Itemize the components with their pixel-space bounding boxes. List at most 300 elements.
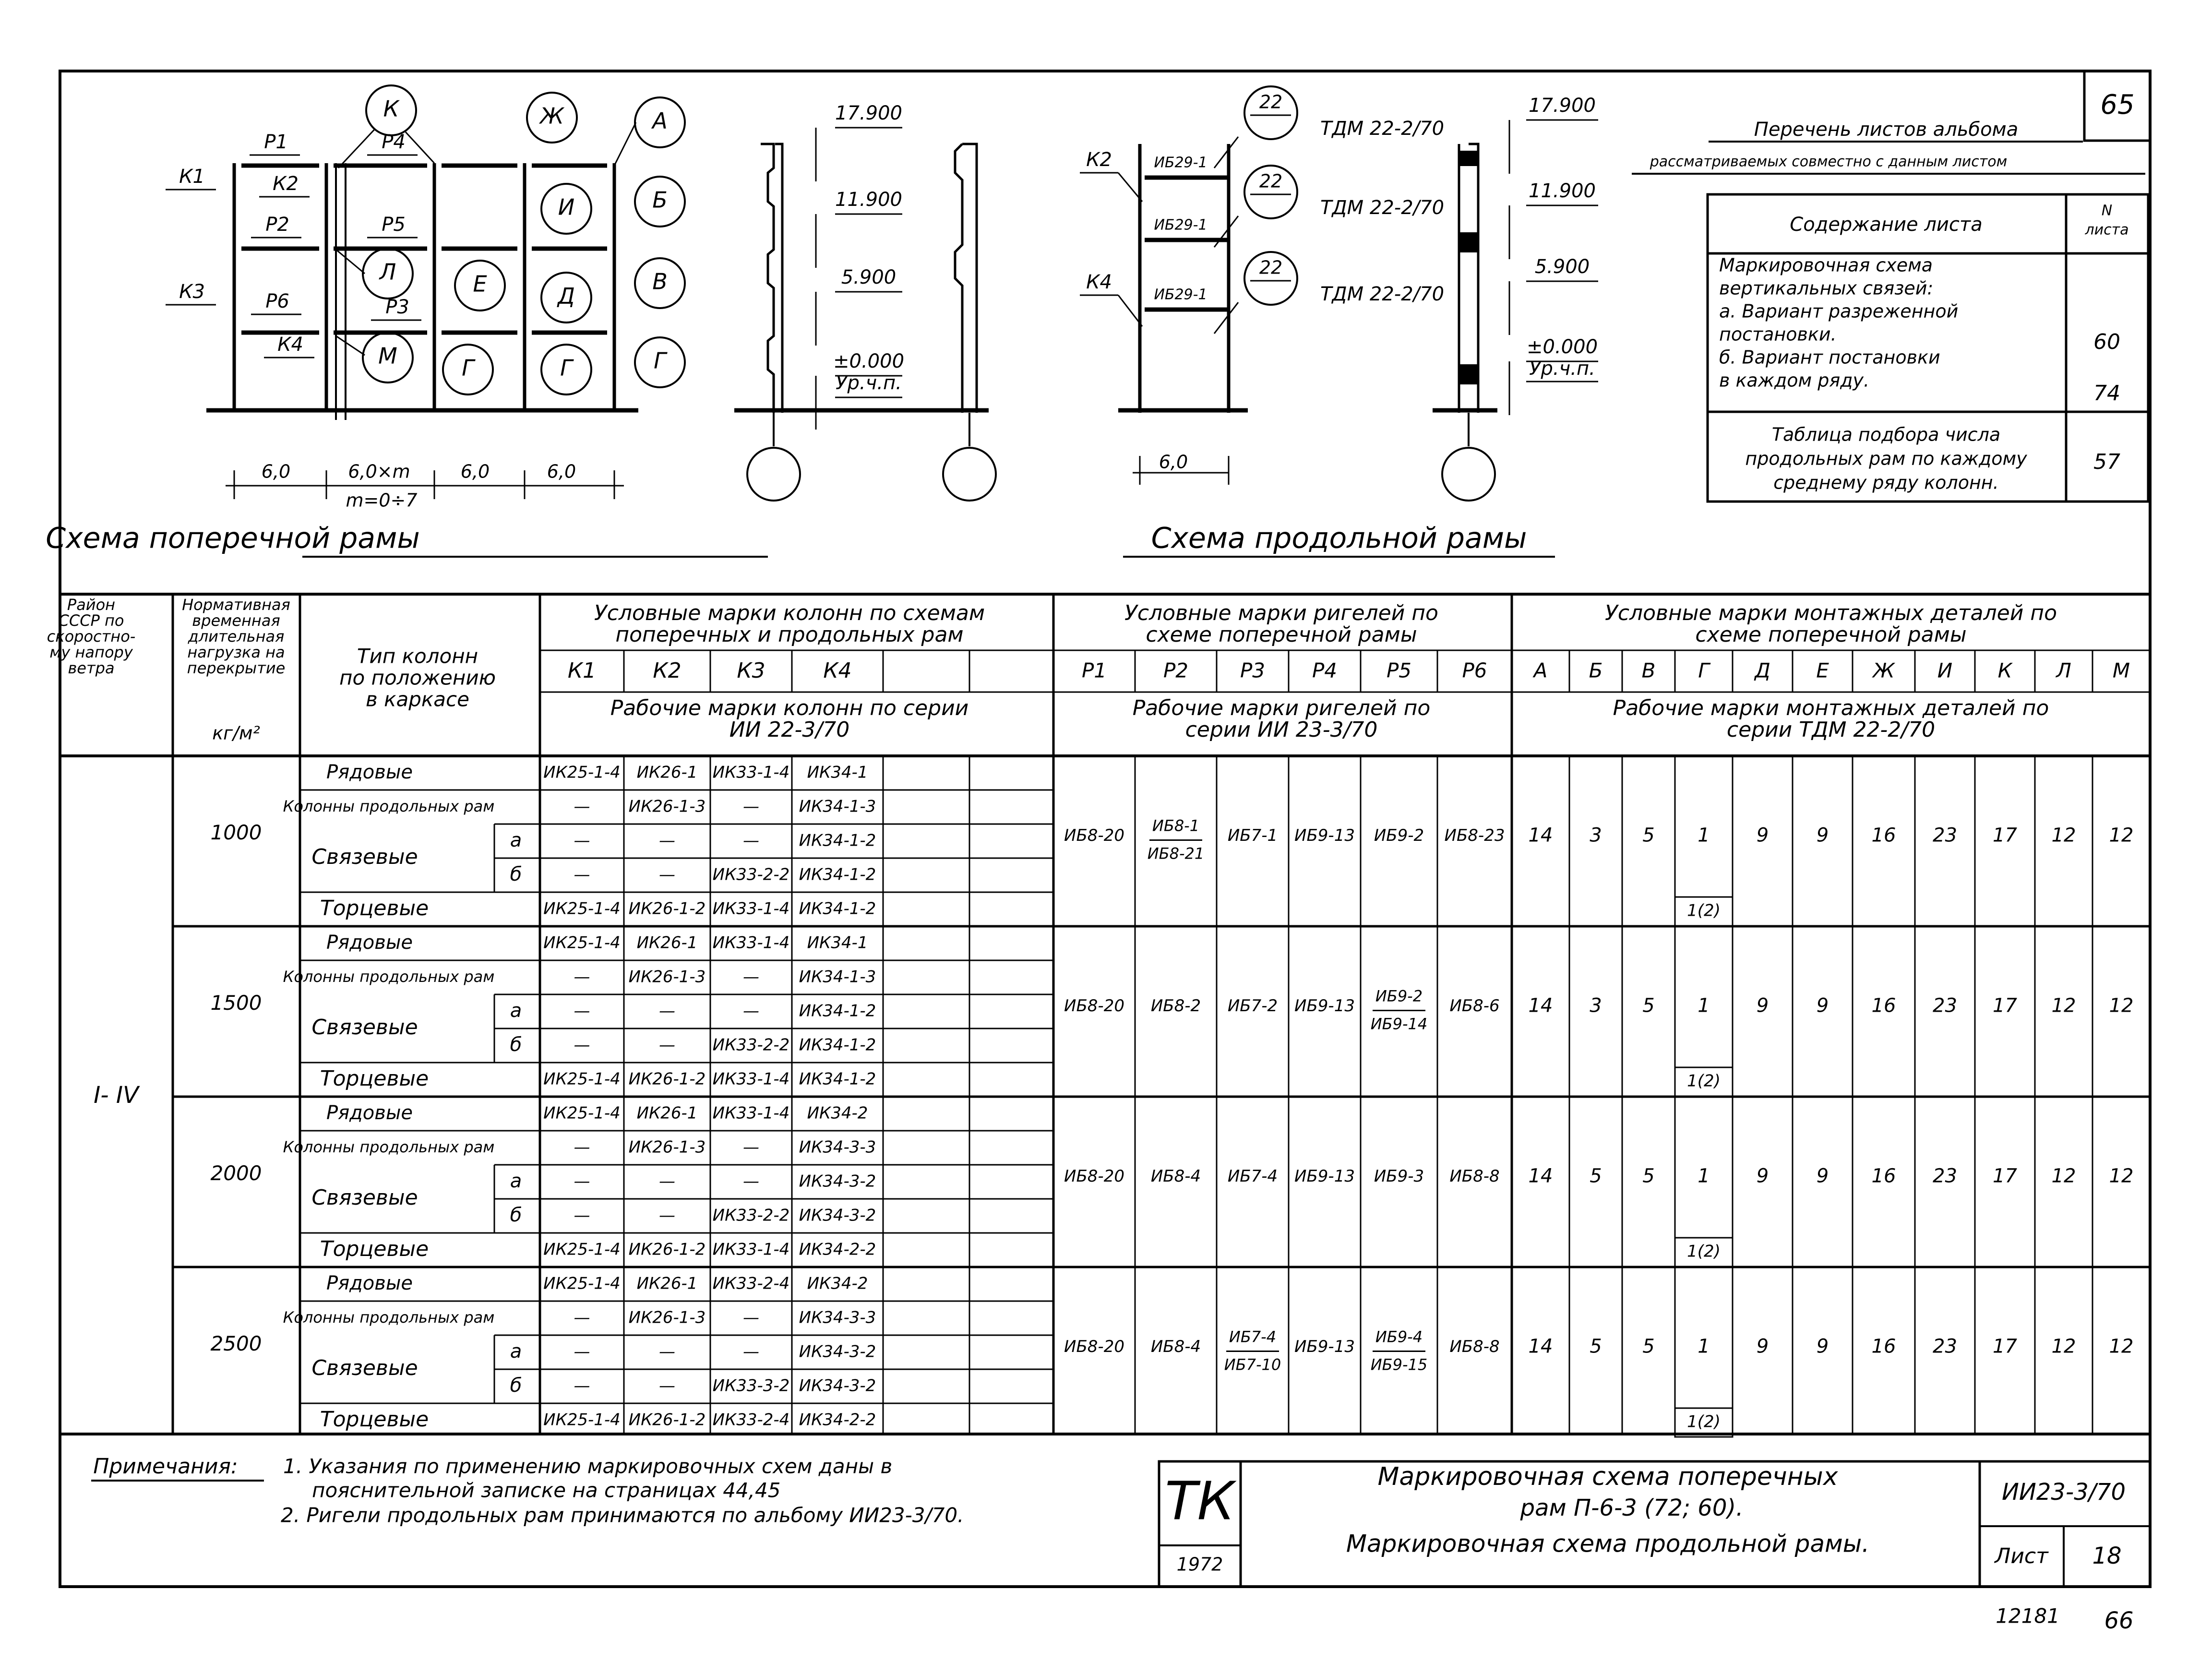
th-beam-group: схеме поперечной рамы [1146,622,1417,647]
row-sub: б [510,1034,522,1056]
album-list-subtitle: рассматриваемых совместно с данным листом [1650,153,2008,170]
album-row1-line: а. Вариант разреженной [1719,300,1959,322]
row-type: Колонны продольных рам [283,968,495,986]
th-load: временная [192,611,280,630]
col-mark-cell: — [743,1001,759,1021]
col-mark-cell: — [574,1308,590,1327]
detail-cell: 16 [1871,1165,1896,1187]
detail-cell: 12 [2051,824,2076,847]
col-mark-cell: ИК34-1-3 [799,797,876,816]
long-frame-caption: Схема продольной рамы [1151,521,1527,555]
col-mark-cell: ИК33-1-4 [712,1240,790,1259]
row-load: 1500 [210,991,262,1015]
album-row2-line: продольных рам по каждому [1745,448,2027,469]
col-mark-cell: — [659,1001,675,1021]
row-type: Рядовые [326,932,413,954]
title-line: рам П-6-3 (72; 60). [1520,1495,1744,1521]
col-mark-cell: ИК33-2-4 [712,1410,790,1430]
col-mark-cell: ИК26-1-2 [628,899,706,919]
foundation-circle [1442,448,1495,501]
col-mark-cell: ИК26-1-2 [628,1410,706,1430]
th-det-mark: Г [1698,658,1710,682]
long-elevation: Ур.ч.п. [1529,358,1595,380]
cross-frame-axis-letter: Е [473,271,487,297]
detail-cell: 16 [1871,824,1896,847]
album-header-listа: листа [2085,221,2129,239]
detail-cell: 1 [1698,824,1710,847]
long-frame-beam-label: ИБ29-1 [1154,286,1208,303]
row-load: 1000 [210,821,262,844]
col-mark-cell: ИК34-1 [807,933,868,953]
row-type: Рядовые [326,1272,413,1294]
col-mark-cell: — [743,1308,759,1327]
col-mark-cell: ИК33-1-4 [712,763,790,782]
col-mark-cell: ИК25-1-4 [543,1240,621,1259]
th-det-mark: Е [1816,658,1829,682]
note-1a: 1. Указания по применению маркировочных схем даны в [283,1454,893,1478]
row-sub: а [510,1340,522,1363]
album-row1-line: в каждом ряду. [1719,370,1870,391]
album-row1-line: постановки. [1719,323,1837,345]
g-extra-cell: 1(2) [1687,1071,1721,1091]
th-col-mark: К3 [737,658,765,683]
cross-elevation: 11.900 [835,189,902,211]
col-mark-cell: — [659,865,675,885]
column-insert [1460,233,1477,252]
cross-frame-axis-letter: Ж [540,103,564,129]
th-type: в каркасе [366,687,469,711]
col-mark-cell: ИК25-1-4 [543,899,621,919]
cross-elevation: 17.900 [835,102,902,124]
beam-cell: ИБ9-13 [1294,826,1355,845]
cross-frame-axis-letter: К [383,96,399,122]
long-elevation: 5.900 [1534,256,1590,278]
cross-frame-label: Р1 [264,131,288,153]
fraction-part: ИБ8-1 [1152,816,1200,835]
note-2: 2. Ригели продольных рам принимаются по альбому ИИ23-3/70. [281,1503,964,1527]
region-value: I- IV [94,1082,139,1109]
col-mark-cell: ИК34-2-2 [799,1410,876,1430]
fraction-part: ИБ7-10 [1224,1355,1281,1374]
column-profile [761,144,774,413]
fraction-part: ИБ9-2 [1375,987,1423,1005]
th-load: перекрытие [187,659,286,677]
th-det-mark: Д [1755,658,1770,682]
detail-cell: 17 [1993,994,2017,1017]
cross-frame-axis-letter: А [652,108,668,134]
column-profile [775,144,782,413]
cross-dim: 6,0 [547,461,576,482]
long-frame-leader [1214,216,1238,247]
row-sub: а [510,829,522,851]
col-mark-cell: ИК34-1-3 [799,967,876,987]
col-mark-cell: ИК25-1-4 [543,1410,621,1430]
detail-cell: 5 [1642,994,1655,1017]
detail-cell: 12 [2051,1335,2076,1358]
detail-cell: 23 [1933,994,1957,1017]
detail-label: ТДМ 22-2/70 [1320,118,1445,140]
page-number: 65 [2100,89,2135,121]
col-mark-cell: ИК26-1-2 [628,1069,706,1089]
th-col-series: ИИ 22-3/70 [729,717,850,742]
long-frame-leader [1214,137,1238,168]
detail-cell: 9 [1816,1165,1829,1187]
th-beam-series: Рабочие марки ригелей по [1132,696,1431,720]
cross-dim: 6,0 [460,461,490,482]
beam-cell: ИБ9-3 [1374,1167,1424,1186]
detail-cell: 3 [1590,994,1602,1017]
title-line: Маркировочная схема поперечных [1377,1462,1838,1491]
detail-cell: 16 [1871,1335,1896,1358]
col-mark-cell: — [574,831,590,850]
th-beam-mark: Р4 [1312,658,1338,682]
row-load: 2000 [210,1161,262,1185]
col-mark-cell: ИК25-1-4 [543,1069,621,1089]
cross-frame-leader [406,132,434,163]
cross-frame-axis-letter: М [378,343,397,369]
th-col-mark: К2 [653,658,682,683]
title-line: Маркировочная схема продольной рамы. [1346,1530,1870,1558]
row-type: Торцевые [320,1237,429,1261]
col-mark-cell: — [574,1376,590,1396]
cross-dim: 6,0 [261,461,291,482]
row-sub: б [510,1375,522,1397]
th-beam-group: Условные марки ригелей по [1124,601,1438,625]
th-det-mark: И [1937,658,1953,682]
th-det-series: серии ТДМ 22-2/70 [1726,717,1936,742]
long-elevation: 17.900 [1529,95,1596,117]
album-row1-line: вертикальных связей: [1719,277,1934,299]
col-mark-cell: — [743,1342,759,1362]
th-det-mark: В [1641,658,1656,682]
row-type: Связевые [311,1185,418,1210]
detail-cell: 5 [1642,1165,1655,1187]
notes-label: Примечания: [93,1454,238,1479]
cross-frame-label: К2 [273,173,299,195]
col-mark-cell: ИК26-1 [636,933,698,953]
beam-cell: ИБ7-2 [1227,996,1278,1016]
cross-frame-label: Р2 [265,214,289,236]
th-col-mark: К1 [567,658,597,683]
col-mark-cell: ИК33-1-4 [712,1069,790,1089]
detail-cell: 12 [2051,994,2076,1017]
cross-frame-axis-letter: Л [379,259,396,285]
long-elevation: 11.900 [1529,180,1596,202]
detail-cell: 17 [1993,824,2017,847]
detail-cell: 1 [1698,994,1710,1017]
col-mark-cell: — [659,1035,675,1055]
row-type: Колонны продольных рам [283,1308,495,1327]
col-mark-cell: ИК34-1-2 [799,865,876,885]
note-1b: пояснительной записке на страницах 44,45 [312,1478,781,1502]
album-row2-line: Таблица подбора числа [1771,424,2001,445]
col-mark-cell: ИК25-1-4 [543,1274,621,1293]
g-extra-cell: 1(2) [1687,901,1721,921]
col-mark-cell: — [574,797,590,816]
th-col-mark: К4 [823,658,852,683]
row-sub: а [510,1170,522,1192]
row-type: Торцевые [320,896,429,921]
row-type: Рядовые [326,761,413,783]
row-type: Связевые [311,1356,418,1380]
detail-cell: 12 [2051,1165,2076,1187]
col-mark-cell: — [659,1376,675,1396]
fraction-part: ИБ9-14 [1370,1015,1428,1033]
column-profile [962,144,977,413]
cross-frame-axis-letter: В [652,268,668,295]
col-mark-cell: — [659,1206,675,1225]
th-det-mark: Б [1589,658,1603,682]
row-type: Колонны продольных рам [283,797,495,815]
detail-cell: 14 [1528,1335,1553,1358]
beam-cell: ИБ9-13 [1294,1337,1355,1356]
detail-cell: 9 [1816,994,1829,1017]
title-sheet-no: 18 [2092,1542,2122,1569]
beam-cell: ИБ8-20 [1064,1167,1124,1186]
column-insert [1460,365,1477,384]
cross-frame-axis-letter: Д [558,283,575,309]
th-col-group: поперечных и продольных рам [615,622,964,647]
col-mark-cell: — [574,967,590,987]
col-mark-cell: ИК34-1 [807,763,868,782]
th-beam-mark: Р1 [1081,658,1107,682]
cross-frame-leader [336,250,365,274]
th-load: Нормативная [182,596,290,614]
detail-number: 22 [1259,170,1283,192]
row-type: Колонны продольных рам [283,1138,495,1156]
long-frame-beam-label: ИБ29-1 [1154,154,1208,171]
col-mark-cell: ИК34-3-2 [799,1206,876,1225]
row-sub: б [510,1204,522,1226]
th-det-mark: М [2112,658,2130,682]
detail-number: 22 [1259,91,1283,113]
title-year: 1972 [1176,1554,1223,1575]
detail-cell: 23 [1933,1165,1957,1187]
cross-frame-caption: Схема поперечной рамы [46,521,420,555]
cross-frame-axis-letter: Г [462,355,474,381]
th-type: Тип колонн [357,644,478,668]
beam-cell: ИБ9-2 [1374,826,1424,845]
col-mark-cell: — [574,1342,590,1362]
detail-cell: 14 [1528,1165,1553,1187]
th-type: по положению [339,666,496,690]
detail-cell: 17 [1993,1165,2017,1187]
th-det-mark: Л [2056,658,2071,682]
col-mark-cell: ИК33-2-2 [712,1206,790,1225]
col-mark-cell: — [574,1001,590,1021]
th-region: скоростно- [47,627,136,646]
cross-elevation: Ур.ч.п. [836,372,902,394]
col-mark-cell: ИК33-2-2 [712,1035,790,1055]
row-type: Связевые [311,845,418,869]
col-mark-cell: ИК33-1-4 [712,1103,790,1123]
col-mark-cell: ИК34-2 [807,1103,868,1123]
beam-cell: ИБ8-8 [1449,1337,1500,1356]
beam-cell: ИБ8-8 [1449,1167,1500,1186]
col-mark-cell: ИК26-1-3 [628,797,706,816]
beam-cell: ИБ8-4 [1150,1337,1201,1356]
long-frame-leader [1214,302,1238,334]
col-mark-cell: ИК26-1-2 [628,1240,706,1259]
th-det-mark: Ж [1873,658,1895,682]
album-row1-line: Маркировочная схема [1719,254,1933,276]
detail-label: ТДМ 22-2/70 [1320,283,1445,305]
cross-frame-leader [614,122,636,166]
detail-cell: 9 [1756,824,1769,847]
g-extra-cell: 1(2) [1687,1412,1721,1432]
long-dim: 6,0 [1159,451,1188,473]
footer-page: 66 [2104,1607,2134,1634]
col-mark-cell: — [574,1137,590,1157]
col-mark-cell: ИК33-2-2 [712,865,790,885]
col-mark-cell: ИК34-1-2 [799,831,876,850]
foundation-circle [747,448,800,501]
th-beam-mark: Р6 [1462,658,1487,682]
detail-cell: 5 [1590,1165,1602,1187]
detail-cell: 1 [1698,1335,1710,1358]
th-region: СССР по [58,611,124,630]
album-header-content: Содержание листа [1790,214,1983,236]
th-det-group: схеме поперечной рамы [1695,622,1967,647]
foundation-circle [943,448,996,501]
column-insert [1460,151,1477,166]
detail-label: ТДМ 22-2/70 [1320,197,1445,219]
col-mark-cell: — [659,831,675,850]
title-series: ИИ23-3/70 [2002,1479,2126,1506]
detail-cell: 17 [1993,1335,2017,1358]
cross-frame-label: Р4 [382,131,406,153]
detail-cell: 3 [1590,824,1602,847]
title-sheet-label: Лист [1995,1544,2048,1568]
cross-dim: m=0÷7 [346,490,418,511]
cross-frame-label: К3 [179,281,205,303]
col-mark-cell: ИК26-1-3 [628,1308,706,1327]
album-row1-line: б. Вариант постановки [1719,347,1940,368]
col-mark-cell: — [574,865,590,885]
detail-cell: 12 [2109,1165,2134,1187]
th-det-mark: К [1997,658,2012,682]
beam-cell: ИБ8-4 [1150,1167,1201,1186]
col-mark-cell: ИК33-2-4 [712,1274,790,1293]
cross-dim: 6,0×m [348,461,410,482]
cross-frame-label: Р5 [382,214,406,236]
th-load: нагрузка на [187,643,285,661]
beam-cell: ИБ8-20 [1064,826,1124,845]
col-mark-cell: ИК26-1-3 [628,967,706,987]
cross-elevation: 5.900 [841,266,897,288]
th-region: Район [67,596,116,614]
detail-cell: 1 [1698,1165,1710,1187]
col-mark-cell: — [574,1206,590,1225]
detail-cell: 9 [1756,994,1769,1017]
detail-cell: 12 [2109,994,2134,1017]
row-type: Рядовые [326,1102,413,1124]
detail-number: 22 [1259,257,1283,278]
th-load-unit: кг/м² [212,722,260,744]
col-mark-cell: ИК34-2-2 [799,1240,876,1259]
col-mark-cell: ИК34-1-2 [799,1035,876,1055]
beam-cell: ИБ9-13 [1294,996,1355,1016]
col-mark-cell: — [743,797,759,816]
col-mark-cell: ИК25-1-4 [543,763,621,782]
detail-cell: 9 [1816,824,1829,847]
detail-cell: 14 [1528,824,1553,847]
col-mark-cell: — [743,967,759,987]
th-region: ветра [68,659,115,677]
column-profile [955,144,962,413]
col-mark-cell: — [659,1172,675,1191]
th-col-group: Условные марки колонн по схемам [594,601,985,625]
col-mark-cell: ИК26-1 [636,1274,698,1293]
col-mark-cell: ИК25-1-4 [543,933,621,953]
cross-frame-leader [336,336,365,355]
fraction-part: ИБ9-4 [1375,1327,1423,1346]
beam-cell: ИБ8-2 [1150,996,1201,1016]
long-frame-column-label: К2 [1086,149,1112,171]
col-mark-cell: ИК34-3-2 [799,1376,876,1396]
album-row1-num-a: 60 [2093,330,2120,354]
cross-frame-axis-letter: Г [560,355,573,381]
col-mark-cell: — [743,1137,759,1157]
album-header-n: N [2101,202,2113,219]
th-beam-mark: Р5 [1386,658,1412,682]
detail-cell: 23 [1933,1335,1957,1358]
detail-cell: 16 [1871,994,1896,1017]
cross-frame-axis-letter: Б [652,187,668,213]
footer-code: 12181 [1996,1604,2060,1628]
detail-cell: 12 [2109,1335,2134,1358]
col-mark-cell: ИК26-1-3 [628,1137,706,1157]
col-mark-cell: ИК26-1 [636,1103,698,1123]
long-elevation: ±0.000 [1526,336,1598,358]
detail-cell: 9 [1756,1165,1769,1187]
cross-frame-axis-letter: И [558,194,575,220]
album-row2-line: среднему ряду колонн. [1773,472,1999,493]
fraction-part: ИБ7-4 [1229,1327,1277,1346]
row-load: 2500 [210,1332,262,1355]
long-frame-column-label: К4 [1086,271,1112,293]
row-type: Связевые [311,1015,418,1040]
beam-cell: ИБ8-6 [1449,996,1500,1016]
detail-cell: 5 [1590,1335,1602,1358]
th-beam-series: серии ИИ 23-3/70 [1185,717,1378,742]
cross-frame-label: Р6 [265,290,289,312]
col-mark-cell: — [659,1342,675,1362]
beam-cell: ИБ8-23 [1444,826,1505,845]
beam-cell: ИБ8-20 [1064,996,1124,1016]
cross-frame-label: К4 [277,334,303,356]
col-mark-cell: ИК34-1-2 [799,1001,876,1021]
col-mark-cell: ИК33-1-4 [712,933,790,953]
col-mark-cell: ИК33-3-2 [712,1376,790,1396]
detail-cell: 5 [1642,1335,1655,1358]
col-mark-cell: ИК25-1-4 [543,1103,621,1123]
detail-cell: 9 [1816,1335,1829,1358]
fraction-part: ИБ8-21 [1147,844,1205,863]
detail-cell: 5 [1642,824,1655,847]
th-beam-mark: Р3 [1240,658,1266,682]
long-frame-beam-label: ИБ29-1 [1154,216,1208,234]
th-region: му напору [49,643,133,661]
tk-mark: ТК [1165,1470,1235,1532]
detail-cell: 12 [2109,824,2134,847]
th-beam-mark: Р2 [1163,658,1189,682]
col-mark-cell: ИК34-2 [807,1274,868,1293]
album-row2-num: 57 [2093,450,2120,474]
col-mark-cell: ИК34-1-2 [799,1069,876,1089]
row-sub: а [510,1000,522,1022]
col-mark-cell: ИК26-1 [636,763,698,782]
